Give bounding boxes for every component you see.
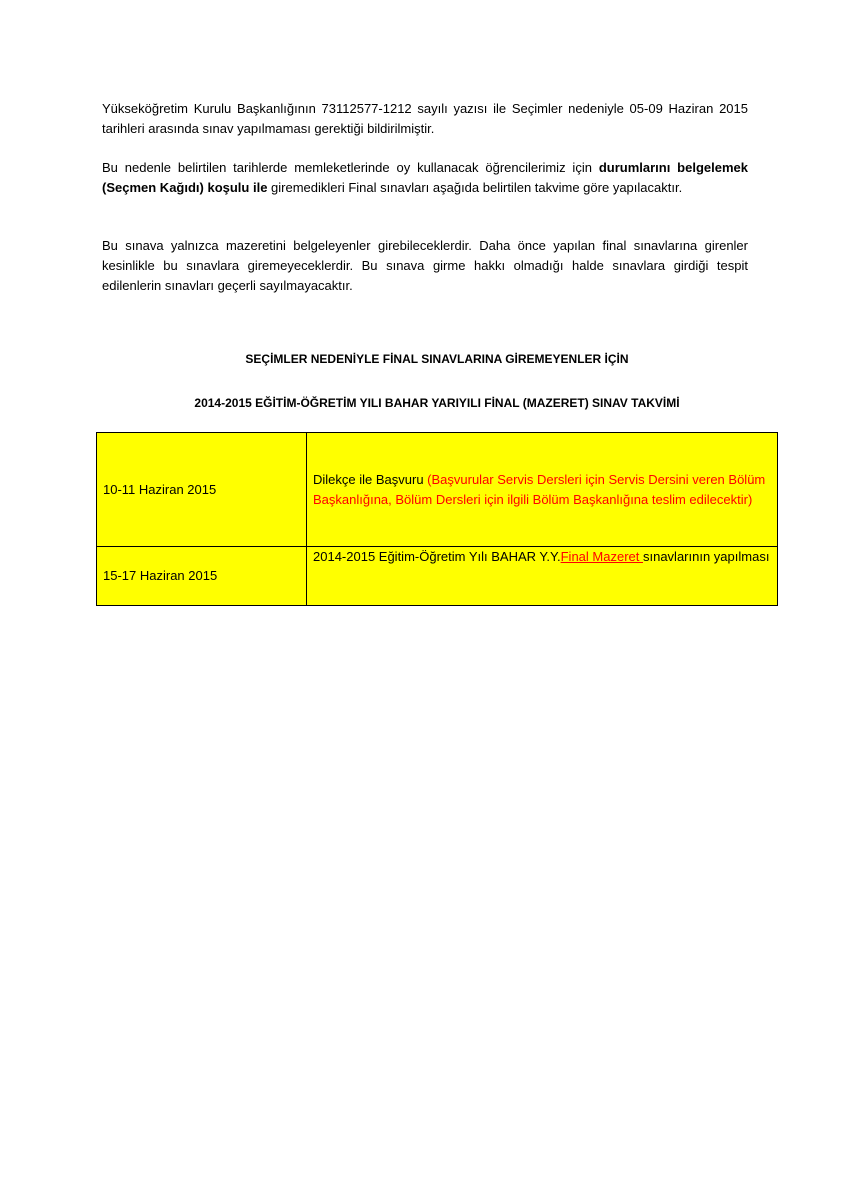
- description-link-highlight: Final Mazeret: [560, 549, 643, 564]
- section-heading: SEÇİMLER NEDENİYLE FİNAL SINAVLARINA GİREMEYENLER İÇİN: [245, 352, 629, 366]
- schedule-condition-paragraph: [102, 158, 748, 198]
- schedule-title: 2014-2015 EĞİTİM-ÖĞRETİM YILI BAHAR YARIYILI FİNAL (MAZERET) SINAV TAKVİMİ: [194, 396, 680, 410]
- table-row: [97, 547, 778, 606]
- description-text-after: sınavlarının yapılması: [642, 549, 770, 564]
- description-cell: [307, 433, 778, 547]
- date-cell: 15-17 Haziran 2015: [97, 547, 307, 606]
- condition-bold-text: durumlarını belgelemek (Seçmen Kağıdı) koşulu ile: [102, 160, 748, 195]
- description-cell: [307, 547, 778, 606]
- exam-schedule-table: [96, 432, 778, 606]
- condition-text-after: giremedikleri Final sınavları aşağıda belirtilen takvime göre yapılacaktır.: [267, 180, 683, 195]
- description-highlight: (Başvurular Servis Dersleri için Servis Dersini veren Bölüm Başkanlığına, Bölüm Dersleri için ilgili Bölüm Başkanlığına teslim edilecektir): [313, 471, 766, 507]
- description-text: Dilekçe ile Başvuru: [313, 471, 428, 487]
- description-text: 2014-2015 Eğitim-Öğretim Yılı BAHAR Y.Y.: [313, 549, 561, 564]
- intro-paragraph: Yükseköğretim Kurulu Başkanlığının 73112577-1212 sayılı yazısı ile Seçimler nedeniyle 05-09 Haziran 2015 tarihleri arasında sınav yapılmaması gerektiği bildirilmiştir.: [102, 101, 748, 136]
- date-cell: 10-11 Haziran 2015: [97, 433, 307, 547]
- table-row: [97, 433, 778, 547]
- condition-text-before: Bu nedenle belirtilen tarihlerde memleketlerinde oy kullanacak öğrencilerimiz için: [102, 160, 599, 175]
- eligibility-paragraph: Bu sınava yalnızca mazeretini belgeleyenler girebileceklerdir. Daha önce yapılan final sınavlarına girenler kesinlikle bu sınavlara giremeyeceklerdir. Bu sınava girme hakkı olmadığı halde sınavlara girdiği tespit edilenlerin sınavları geçerli sayılmayacaktır.: [102, 238, 748, 293]
